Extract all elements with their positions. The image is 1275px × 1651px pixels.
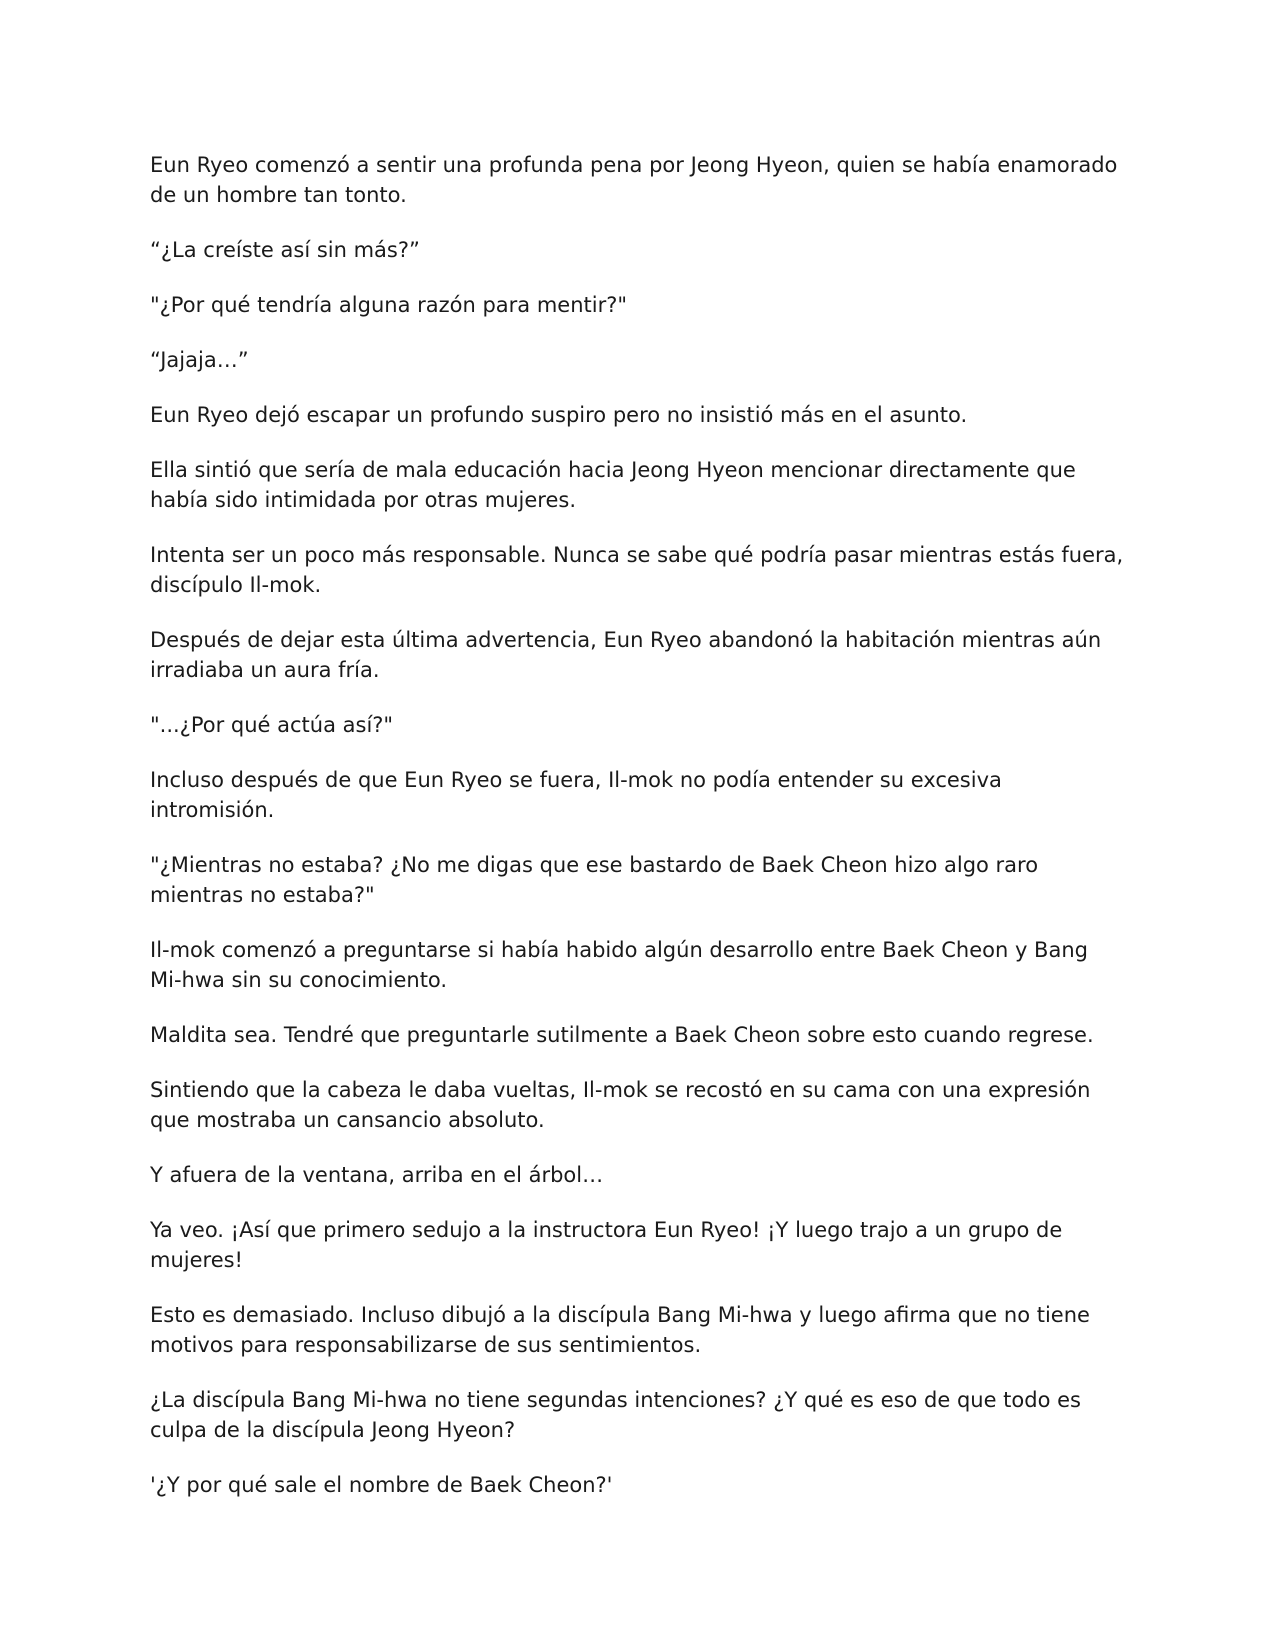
paragraph: “Jajaja…”	[150, 348, 249, 372]
paragraph: Esto es demasiado. Incluso dibujó a la discípula Bang Mi-hwa y luego afirma que no tiene motivos para responsabilizarse de sus sentimientos.	[150, 1303, 1090, 1357]
paragraph: Eun Ryeo dejó escapar un profundo suspiro pero no insistió más en el asunto.	[150, 403, 968, 427]
paragraph: Después de dejar esta última advertencia, Eun Ryeo abandonó la habitación mientras aún irradiaba un aura fría.	[150, 628, 1102, 682]
paragraph: “¿La creíste así sin más?”	[150, 238, 420, 262]
paragraph: Incluso después de que Eun Ryeo se fuera, Il-mok no podía entender su excesiva intromisión.	[150, 768, 1002, 822]
paragraph: Il-mok comenzó a preguntarse si había habido algún desarrollo entre Baek Cheon y Bang Mi-hwa sin su conocimiento.	[150, 938, 1088, 992]
paragraph: Ella sintió que sería de mala educación hacia Jeong Hyeon mencionar directamente que había sido intimidada por otras mujeres.	[150, 458, 1076, 512]
paragraph: Maldita sea. Tendré que preguntarle sutilmente a Baek Cheon sobre esto cuando regrese.	[150, 1023, 1094, 1047]
paragraph: Ya veo. ¡Así que primero sedujo a la instructora Eun Ryeo! ¡Y luego trajo a un grupo de mujeres!	[150, 1218, 1063, 1272]
paragraph: "¿Por qué tendría alguna razón para mentir?"	[150, 293, 628, 317]
paragraph: '¿Y por qué sale el nombre de Baek Cheon?'	[150, 1473, 613, 1497]
paragraph: Intenta ser un poco más responsable. Nunca se sabe qué podría pasar mientras estás fuera, discípulo Il-mok.	[150, 543, 1124, 597]
paragraph: "...¿Por qué actúa así?"	[150, 713, 394, 737]
paragraph: ¿La discípula Bang Mi-hwa no tiene segundas intenciones? ¿Y qué es eso de que todo es culpa de la discípula Jeong Hyeon?	[150, 1388, 1081, 1442]
paragraph: "¿Mientras no estaba? ¿No me digas que ese bastardo de Baek Cheon hizo algo raro mientras no estaba?"	[150, 853, 1039, 907]
paragraph: Eun Ryeo comenzó a sentir una profunda pena por Jeong Hyeon, quien se había enamorado de un hombre tan tonto.	[150, 153, 1118, 207]
paragraph: Sintiendo que la cabeza le daba vueltas, Il-mok se recostó en su cama con una expresión que mostraba un cansancio absoluto.	[150, 1078, 1091, 1132]
paragraph: Y afuera de la ventana, arriba en el árbol…	[150, 1163, 604, 1187]
document-body	[150, 150, 1125, 1525]
